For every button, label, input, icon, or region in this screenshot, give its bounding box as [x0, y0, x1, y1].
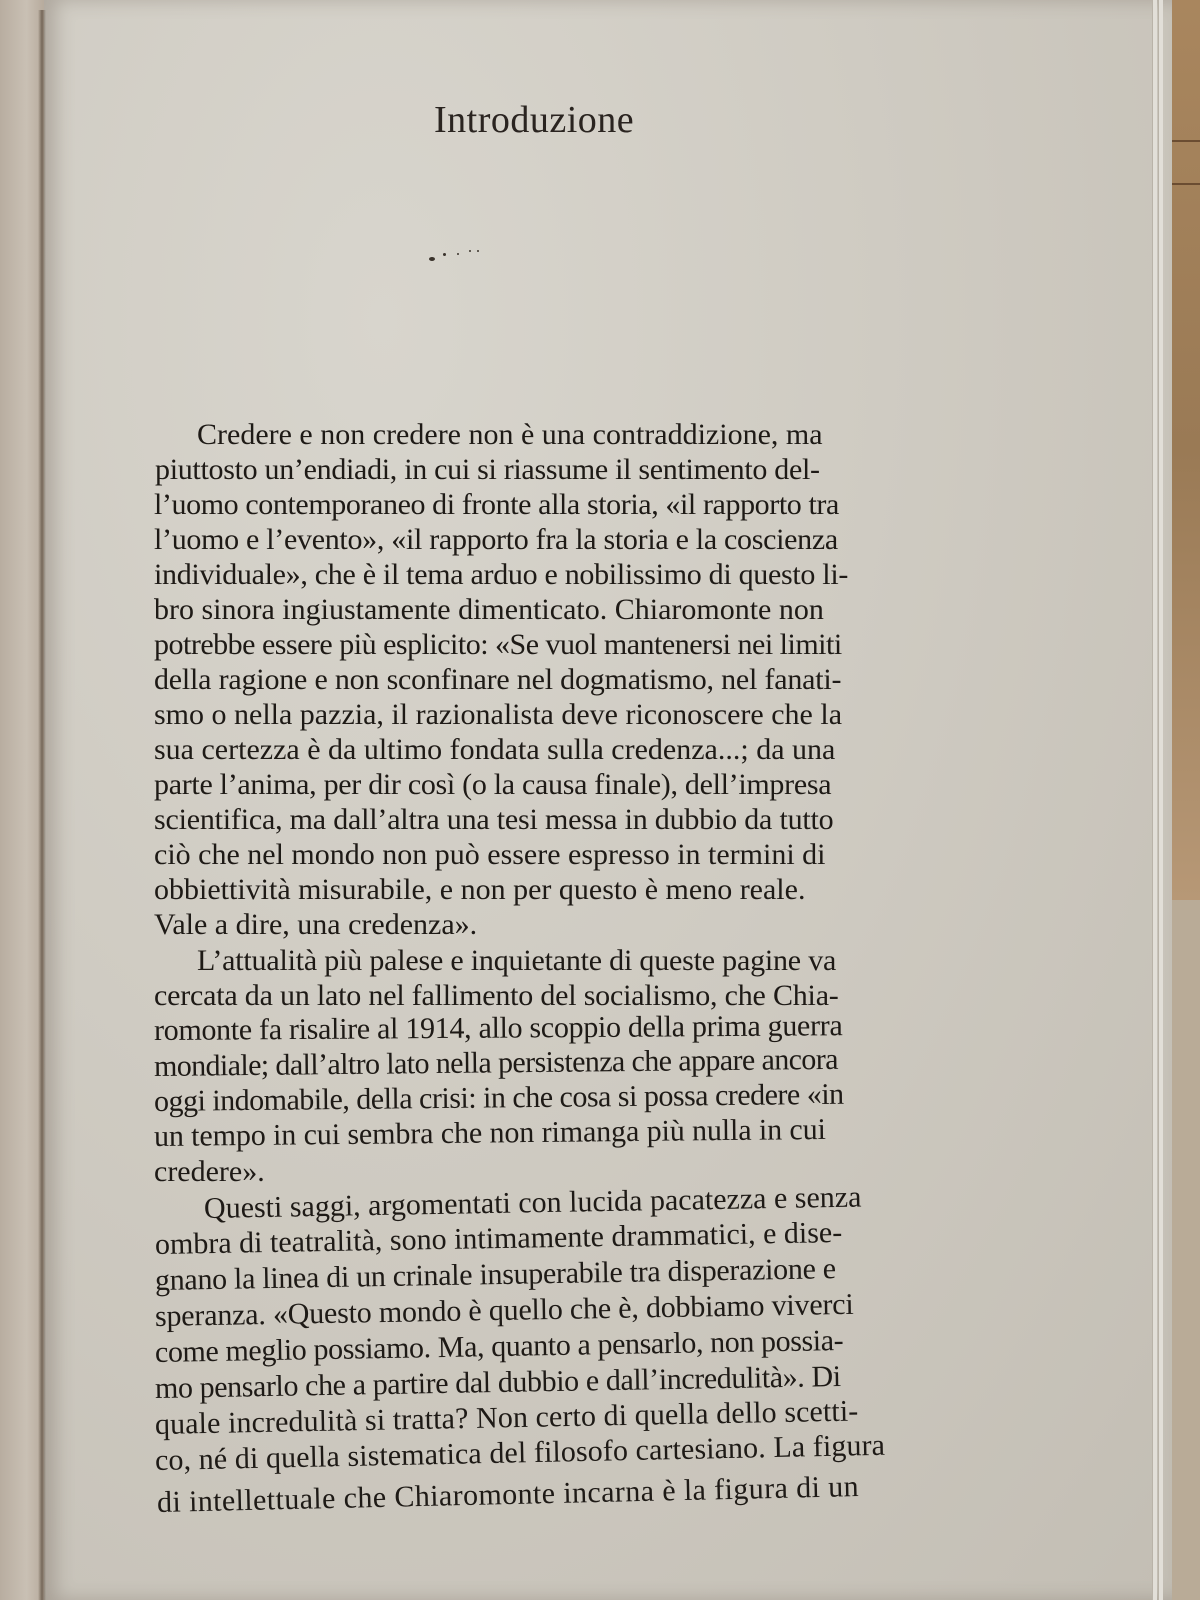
text-line: gnano la linea di un crinale insuperabile tra disperazione e [154, 1252, 837, 1297]
text-line: Credere e non credere non è una contraddizione, ma [197, 418, 823, 451]
text-line: individuale», che è il tema arduo e nobilissimo di questo li- [154, 558, 849, 591]
text-line: ciò che nel mondo non può essere espresso in termini di [154, 838, 826, 871]
text-line: L’attualità più palese e inquietante di queste pagine va [197, 944, 837, 977]
text-line: smo o nella pazzia, il razionalista deve riconoscere che la [154, 698, 843, 731]
text-line: bro sinora ingiustamente dimenticato. Chiaromonte non [154, 593, 824, 626]
text-line: co, né di quella sistematica del filosofo cartesiano. La figura [154, 1428, 886, 1477]
text-line: come meglio possiamo. Ma, quanto a pensarlo, non possia- [154, 1323, 844, 1369]
text-line: ombra di teatralità, sono intimamente drammatici, e dise- [154, 1216, 843, 1261]
ink-speck [429, 257, 435, 261]
text-line: sua certezza è da ultimo fondata sulla credenza...; da una [154, 733, 836, 766]
text-line: Questi saggi, argomentati con lucida pacatezza e senza [203, 1180, 862, 1225]
ink-speck [469, 250, 471, 252]
ink-speck [457, 253, 459, 255]
binding-shadow [38, 10, 46, 1600]
text-line: di intellettuale che Chiaromonte incarna è la figura di un [156, 1470, 860, 1519]
ink-specks [425, 245, 505, 265]
text-line: mondiale; dall’altro lato nella persistenza che appare ancora [153, 1042, 839, 1083]
ink-speck [477, 250, 479, 252]
ink-speck [443, 253, 446, 256]
text-line: speranza. «Questo mondo è quello che è, dobbiamo viverci [154, 1287, 854, 1333]
text-line: Vale a dire, una credenza». [154, 908, 478, 941]
text-line: l’uomo contemporaneo di fronte alla storia, «il rapporto tra [154, 488, 839, 521]
text-line: romonte fa risalire al 1914, allo scoppio della prima guerra [153, 1009, 843, 1047]
chapter-heading: Introduzione [434, 99, 635, 141]
text-line: cercata da un lato nel fallimento del socialismo, che Chia- [154, 979, 839, 1012]
text-line: della ragione e non sconfinare nel dogmatismo, nel fanati- [154, 663, 842, 696]
text-line: parte l’anima, per dir così (o la causa finale), dell’impresa [154, 768, 832, 801]
text-line: potrebbe essere più esplicito: «Se vuol mantenersi nei limiti [154, 628, 842, 661]
page-edge [1152, 0, 1157, 1600]
text-line: un tempo in cui sembra che non rimanga più nulla in cui [153, 1112, 826, 1153]
text-line: mo pensarlo che a partire dal dubbio e dall’incredulità». Di [154, 1360, 841, 1405]
text-line: oggi indomabile, della crisi: in che cosa si possa credere «in [153, 1077, 844, 1118]
text-line: credere». [154, 1155, 265, 1188]
text-line: quale incredulità si tratta? Non certo di quella dello scetti- [154, 1394, 859, 1441]
text-line: scientifica, ma dall’altra una tesi messa in dubbio da tutto [154, 803, 834, 836]
page-edge [1158, 0, 1163, 1600]
text-line: l’uomo e l’evento», «il rapporto fra la storia e la coscienza [154, 523, 838, 556]
text-line: obbiettività misurabile, e non per questo è meno reale. [154, 873, 806, 906]
text-line: piuttosto un’endiadi, in cui si riassume il sentimento del- [155, 453, 820, 486]
